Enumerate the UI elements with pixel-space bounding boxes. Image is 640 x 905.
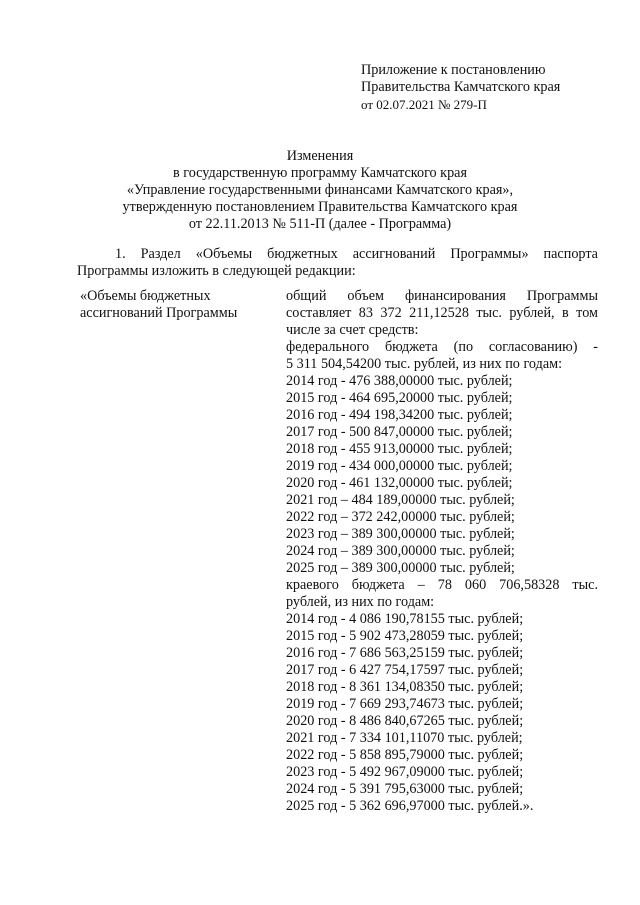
title-line-3: «Управление государственными финансами Камчатского края», [126, 182, 514, 198]
regional-year-item: 2017 год - 6 427 754,17597 тыс. рублей; [286, 662, 524, 678]
regional-year-item: 2015 год - 5 902 473,28059 тыс. рублей; [286, 628, 524, 644]
title-line-1: Изменения [286, 148, 354, 164]
regional-year-item: 2016 год - 7 686 563,25159 тыс. рублей; [286, 645, 524, 661]
regional-year-item: 2022 год - 5 858 895,79000 тыс. рублей; [286, 747, 524, 763]
regional-years-list [286, 611, 598, 815]
federal-year-item: 2020 год - 461 132,00000 тыс. рублей; [286, 475, 513, 491]
regional-year-item: 2024 год - 5 391 795,63000 тыс. рублей; [286, 781, 524, 797]
table-right-column [286, 288, 598, 815]
federal-year-item: 2016 год - 494 198,34200 тыс. рублей; [286, 407, 513, 423]
title-line-2: в государственную программу Камчатского края [173, 165, 467, 181]
approval-line-2: Правительства Камчатского края [361, 79, 561, 95]
federal-line-1: федерального бюджета (по согласованию) - [286, 339, 598, 355]
federal-year-item: 2024 год – 389 300,00000 тыс. рублей; [286, 543, 515, 559]
federal-year-item: 2022 год – 372 242,00000 тыс. рублей; [286, 509, 515, 525]
table-left-column [80, 288, 270, 322]
approval-line-1: Приложение к постановлению [361, 62, 546, 78]
federal-year-item: 2015 год - 464 695,20000 тыс. рублей; [286, 390, 513, 406]
regional-year-item: 2023 год - 5 492 967,09000 тыс. рублей; [286, 764, 524, 780]
federal-year-item: 2018 год - 455 913,00000 тыс. рублей; [286, 441, 513, 457]
federal-year-item: 2023 год – 389 300,00000 тыс. рублей; [286, 526, 515, 542]
left-label-line-1: «Объемы бюджетных [80, 288, 211, 304]
federal-year-item: 2014 год - 476 388,00000 тыс. рублей; [286, 373, 513, 389]
regional-year-item: 2020 год - 8 486 840,67265 тыс. рублей; [286, 713, 524, 729]
approval-line-3: от 02.07.2021 № 279-П [361, 97, 487, 112]
title-line-5: от 22.11.2013 № 511-П (далее - Программа) [188, 216, 452, 232]
regional-year-item: 2019 год - 7 669 293,74673 тыс. рублей; [286, 696, 524, 712]
left-label-line-2: ассигнований Программы [80, 305, 238, 321]
regional-line-2: рублей, из них по годам: [286, 594, 435, 610]
total-line-2: составляет 83 372 211,12528 тыс. рублей, в том [286, 305, 598, 321]
regional-year-item: 2025 год - 5 362 696,97000 тыс. рублей.». [286, 798, 534, 814]
regional-year-item: 2014 год - 4 086 190,78155 тыс. рублей; [286, 611, 524, 627]
section-1-paragraph: 1. Раздел «Объемы бюджетных ассигнований Программы» паспорта Программы изложить в следующей редакции: [77, 246, 598, 279]
regional-year-item: 2021 год - 7 334 101,11070 тыс. рублей; [286, 730, 523, 746]
document-title [60, 148, 580, 233]
title-line-4: утвержденную постановлением Правительства Камчатского края [122, 199, 518, 215]
regional-line-1: краевого бюджета – 78 060 706,58328 тыс. [286, 577, 598, 593]
total-line-1: общий объем финансирования Программы [286, 288, 598, 304]
federal-year-item: 2021 год – 484 189,00000 тыс. рублей; [286, 492, 515, 508]
federal-line-2: 5 311 504,54200 тыс. рублей, из них по годам: [286, 356, 563, 372]
total-line-3: числе за счет средств: [286, 322, 419, 338]
regional-year-item: 2018 год - 8 361 134,08350 тыс. рублей; [286, 679, 524, 695]
federal-years-list [286, 373, 598, 577]
federal-year-item: 2025 год – 389 300,00000 тыс. рублей; [286, 560, 515, 576]
federal-year-item: 2019 год - 434 000,00000 тыс. рублей; [286, 458, 513, 474]
federal-year-item: 2017 год - 500 847,00000 тыс. рублей; [286, 424, 513, 440]
approval-block [361, 62, 621, 113]
